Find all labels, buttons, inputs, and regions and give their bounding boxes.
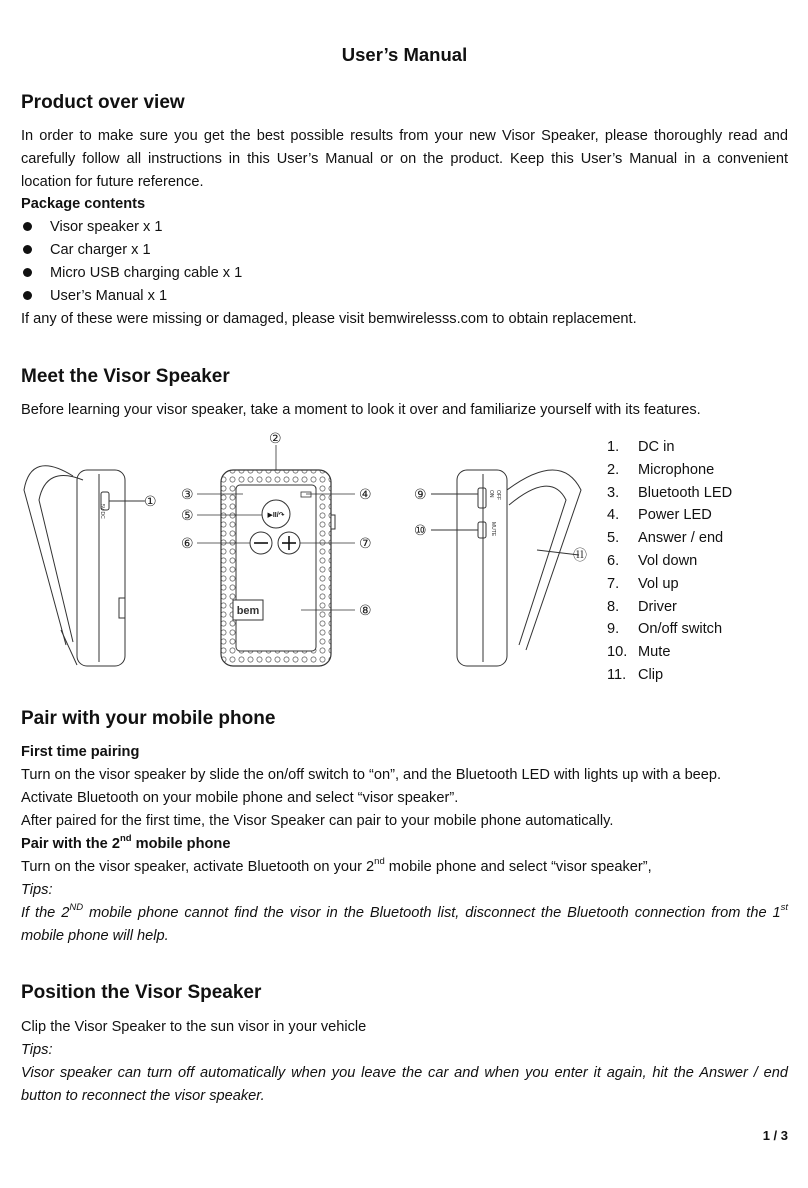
callout-6: ⑥	[181, 535, 194, 551]
product-diagram	[21, 430, 591, 670]
first-pairing-line: After paired for the first time, the Visor Speaker can pair to your mobile phone automatically.	[21, 813, 614, 829]
off-label: OFF	[495, 490, 501, 500]
callout-3: ③	[181, 486, 194, 502]
on-label: ON	[488, 490, 494, 498]
dc-label: 5V DC	[99, 504, 105, 519]
bullet-icon	[23, 291, 32, 300]
callout-4: ④	[359, 486, 372, 502]
callout-1: ①	[144, 493, 157, 509]
side-view-right	[431, 470, 581, 666]
first-pairing-line: Turn on the visor speaker by slide the on/off switch to “on”, and the Bluetooth LED with lights up with a beep.	[21, 767, 722, 783]
feature-item: 11. Clip	[607, 666, 664, 683]
overview-heading: Product over view	[21, 92, 185, 113]
position-heading: Position the Visor Speaker	[21, 982, 262, 1003]
package-item: Visor speaker x 1	[21, 216, 421, 239]
bullet-icon	[23, 268, 32, 277]
pair-tip: If the 2ND mobile phone cannot find the visor in the Bluetooth list, disconnect the Bluetooth connection from the 1st mobile phone will help.	[21, 902, 788, 944]
first-pairing-heading: First time pairing	[21, 744, 140, 760]
bullet-icon	[23, 222, 32, 231]
feature-item: 5. Answer / end	[607, 530, 724, 547]
callouts	[144, 430, 587, 618]
callout-2: ②	[269, 430, 282, 446]
mute-label: MUTE	[490, 522, 496, 537]
second-pairing-heading: Pair with the 2nd mobile phone	[21, 833, 231, 852]
feature-item: 10. Mute	[607, 644, 671, 661]
feature-item: 7. Vol up	[607, 575, 679, 592]
meet-intro: Before learning your visor speaker, take a moment to look it over and familiarize yourself with its features.	[21, 402, 701, 418]
feature-item: 3. Bluetooth LED	[607, 484, 733, 501]
feature-item: 9. On/off switch	[607, 621, 723, 638]
document-title: User’s Manual	[341, 44, 468, 65]
package-item: User’s Manual x 1	[21, 285, 421, 308]
callout-8: ⑧	[359, 602, 372, 618]
page-number: 1 / 3	[762, 1128, 788, 1143]
feature-item: 1. DC in	[607, 439, 675, 455]
feature-item: 6. Vol down	[607, 552, 698, 569]
second-pairing-line: Turn on the visor speaker, activate Bluetooth on your 2nd mobile phone and select “visor speaker”,	[21, 856, 652, 875]
pair-tips-label: Tips:	[21, 882, 53, 898]
package-item: Car charger x 1	[21, 239, 421, 262]
package-heading: Package contents	[21, 196, 146, 212]
position-line: Clip the Visor Speaker to the sun visor in your vehicle	[21, 1019, 367, 1035]
meet-heading: Meet the Visor Speaker	[21, 366, 230, 387]
first-pairing-line: Activate Bluetooth on your mobile phone and select “visor speaker”.	[21, 790, 459, 806]
feature-item: 2. Microphone	[607, 461, 715, 478]
callout-11: ⑪	[573, 547, 587, 563]
position-tips-label: Tips:	[21, 1042, 53, 1058]
play-answer-icon: ▶II/↷	[267, 512, 285, 519]
feature-item: 4. Power LED	[607, 507, 712, 524]
manual-page	[21, 0, 788, 1188]
bullet-icon	[23, 245, 32, 254]
position-tip: Visor speaker can turn off automatically when you leave the car and when you enter it again, hit the Answer / end button to reconnect the visor speaker.	[21, 1065, 788, 1104]
feature-list	[607, 436, 787, 687]
brand-logo: bem	[236, 605, 260, 617]
pair-heading: Pair with your mobile phone	[21, 708, 276, 729]
callout-9: ⑨	[414, 486, 427, 502]
feature-item: 8. Driver	[607, 598, 677, 615]
callout-5: ⑤	[181, 507, 194, 523]
missing-note: If any of these were missing or damaged, please visit bemwirelesss.com to obtain replacement.	[21, 311, 637, 327]
front-view	[221, 470, 335, 666]
callout-7: ⑦	[359, 535, 372, 551]
package-item: Micro USB charging cable x 1	[21, 262, 421, 285]
side-view-left	[24, 466, 145, 666]
callout-10: ⑩	[414, 522, 427, 538]
overview-intro: In order to make sure you get the best possible results from your new Visor Speaker, please thoroughly read and carefully follow all instructions in this User’s Manual or on the product. Keep this User’s Manual in a convenient location for future reference.	[21, 128, 788, 190]
